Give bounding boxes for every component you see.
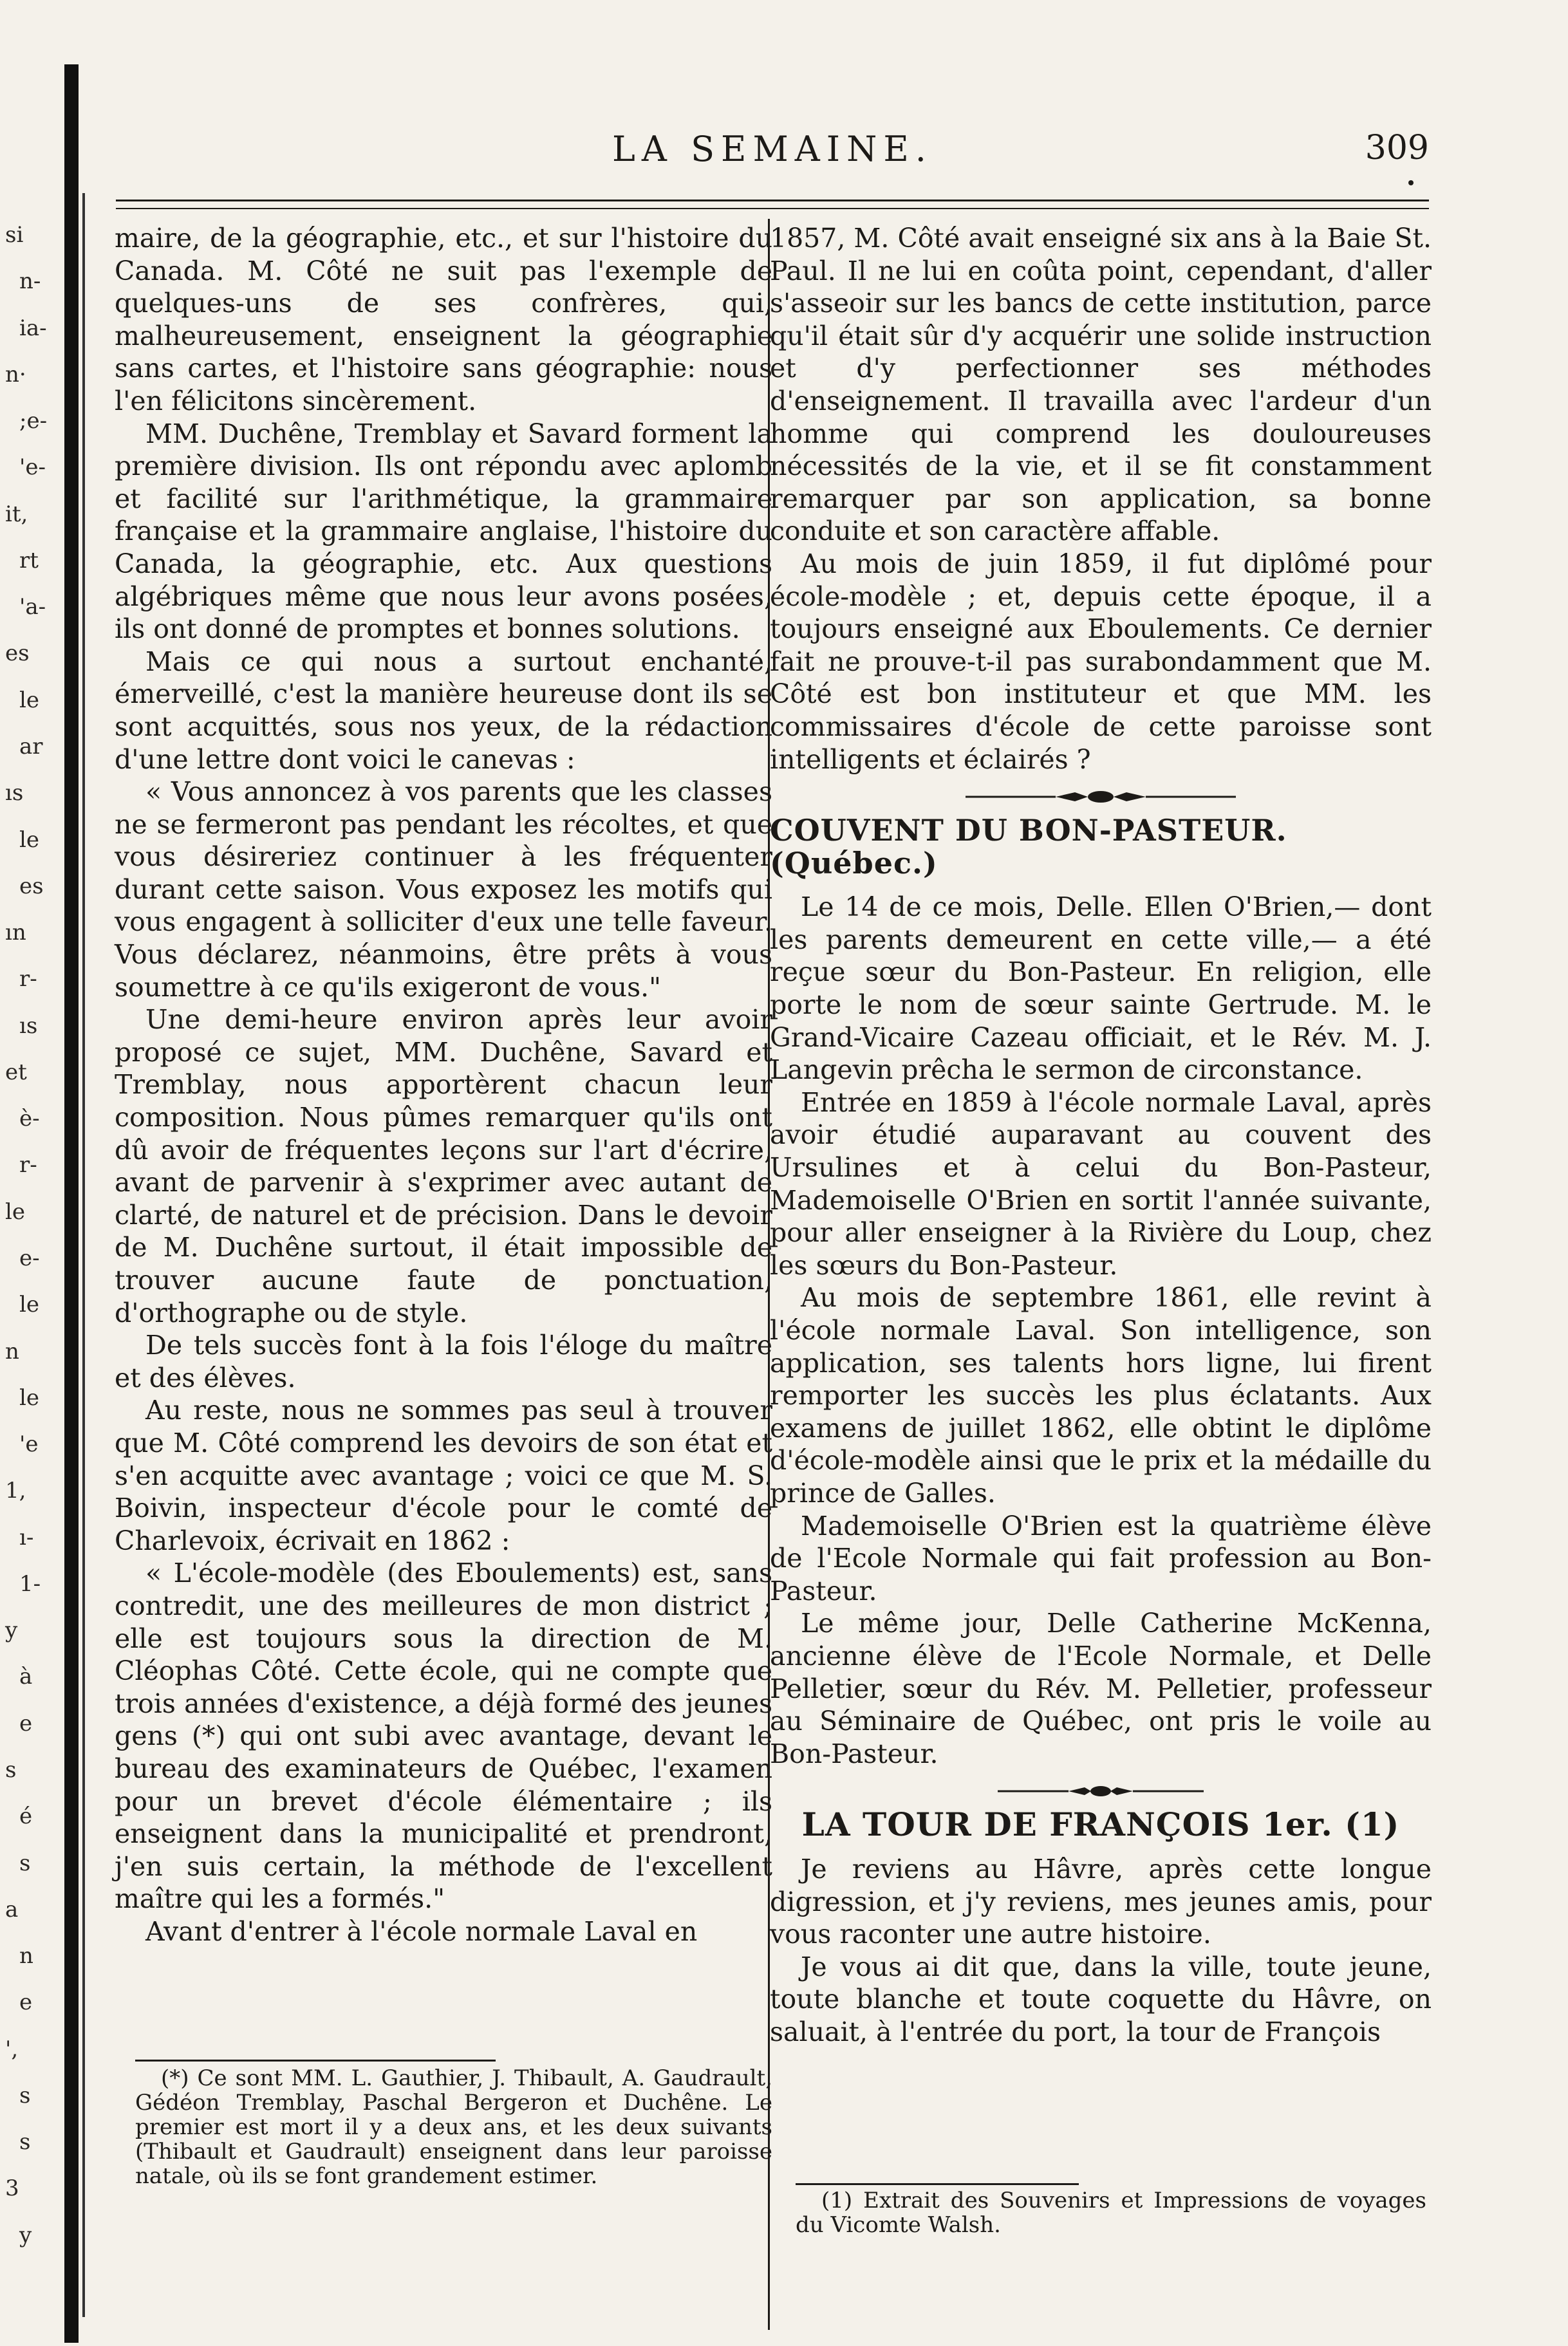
margin-fragment: n- bbox=[19, 268, 41, 294]
margin-fragment: ar bbox=[19, 734, 43, 759]
margin-fragment: y bbox=[19, 2222, 32, 2248]
footnote-rule bbox=[135, 2060, 496, 2062]
margin-fragment: y bbox=[5, 1617, 18, 1643]
footnote-text: (*) Ce sont MM. L. Gauthier, J. Thibault, A. Gaudrault, Gédéon Tremblay, Paschal Bergeron et Duchêne. Le premier est mort il y a deux ans, et les deux suivants (Thibault et Gaudrault) enseignent dans leur paroisse natale, où ils se font grandement estimer. bbox=[135, 2065, 772, 2189]
margin-fragment: e bbox=[19, 1989, 33, 2015]
right-footnote bbox=[796, 2188, 1426, 2237]
section-title-couvent: COUVENT DU BON-PASTEUR. (Québec.) bbox=[770, 813, 1287, 880]
margin-fragment: ia- bbox=[19, 315, 47, 341]
margin-fragment: r- bbox=[19, 1152, 37, 1178]
margin-fragment: le bbox=[19, 1292, 39, 1317]
margin-fragment: es bbox=[19, 873, 44, 899]
margin-fragment: a bbox=[5, 1897, 19, 1922]
margin-fragment: n· bbox=[5, 362, 26, 387]
paragraph: MM. Duchêne, Tremblay et Savard forment la première division. Ils ont répondu avec aplomb et facilité sur l'arithmétique, la grammaire française et la grammaire anglaise, l'histoire du Canada, la géographie, etc. Aux questions algébriques même que nous leur avons posées, ils ont donné de promptes et bonnes solutions. bbox=[115, 418, 772, 645]
page-title: LA SEMAINE. bbox=[612, 129, 933, 169]
margin-fragment: ıs bbox=[5, 780, 24, 806]
paragraph: Le 14 de ce mois, Delle. Ellen O'Brien,— dont les parents demeurent en cette ville,— a été reçue sœur du Bon-Pasteur. En religion, elle porte le nom de sœur sainte Gertrude. M. le Grand-Vicaire Cazeau officiait, et le Rév. M. J. Langevin prêcha le sermon de circonstance. bbox=[770, 891, 1432, 1086]
paragraph: 1857, M. Côté avait enseigné six ans à la Baie St. Paul. Il ne lui en coûta point, cependant, d'aller s'asseoir sur les bancs de cette institution, parce qu'il était sûr d'y acquérir une solide instruction et d'y perfectionner ses méthodes d'enseignement. Il travailla avec l'ardeur d'un homme qui comprend les douloureuses nécessités de la vie, et il se fit constamment remarquer par son application, sa bonne conduite et son caractère affable. bbox=[770, 223, 1432, 547]
quoted-paragraph: « L'école-modèle (des Eboulements) est, sans contredit, une des meilleures de mon district ; elle est toujours sous la direction de M. Cléophas Côté. Cette école, qui ne compte que trois années d'existence, a déjà formé des jeunes gens (*) qui ont subi avec avantage, devant le bureau des examinateurs de Québec, l'examen pour un brevet d'école élémentaire ; ils enseignent dans la municipalité et prendront, j'en suis certain, la méthode de l'excellent maître qui les a formés." bbox=[115, 1558, 772, 1915]
facing-page-fragments bbox=[0, 219, 84, 2343]
margin-fragment: rt bbox=[19, 548, 39, 573]
paragraph: Au mois de juin 1859, il fut diplômé pour école-modèle ; et, depuis cette époque, il a toujours enseigné aux Eboulements. Ce dernier fait ne prouve-t-il pas surabondamment que M. Côté est bon instituteur et que MM. les commissaires d'école de cette paroisse sont intelligents et éclairés ? bbox=[770, 548, 1432, 775]
margin-fragment: le bbox=[5, 1199, 25, 1225]
margin-fragment: e- bbox=[19, 1245, 40, 1271]
page-header bbox=[116, 122, 1429, 174]
paragraph: Je vous ai dit que, dans la ville, toute jeune, toute blanche et toute coquette du Hâvre, on saluait, à l'entrée du port, la tour de François bbox=[770, 1951, 1432, 2047]
paragraph: Au reste, nous ne sommes pas seul à trouver que M. Côté comprend les devoirs de son état et s'en acquitte avec avantage ; voici ce que M. S. Boivin, inspecteur d'école pour le comté de Charlevoix, écrivait en 1862 : bbox=[115, 1395, 772, 1556]
margin-fragment: et bbox=[5, 1059, 27, 1085]
paragraph: Au mois de septembre 1861, elle revint à l'école normale Laval. Son intelligence, son application, ses talents hors ligne, lui firent remporter les succès les plus éclatants. Aux examens de juillet 1862, elle obtint le diplôme d'école-modèle ainsi que le prix et la médaille du prince de Galles. bbox=[770, 1282, 1432, 1509]
margin-fragment: ;e- bbox=[19, 408, 48, 434]
ink-dot bbox=[1408, 180, 1414, 185]
footnote-rule bbox=[796, 2183, 1079, 2185]
paragraph: Je reviens au Hâvre, après cette longue digression, et j'y reviens, mes jeunes amis, pour vous raconter une autre histoire. bbox=[770, 1853, 1432, 1950]
paragraph: Mademoiselle O'Brien est la quatrième élève de l'Ecole Normale qui fait profession au Bon-Pasteur. bbox=[770, 1510, 1432, 1606]
margin-fragment: e bbox=[19, 1711, 33, 1736]
paragraph: De tels succès font à la fois l'éloge du maître et des élèves. bbox=[115, 1330, 772, 1393]
margin-fragment: ', bbox=[5, 2036, 19, 2062]
margin-fragment: ın bbox=[5, 920, 26, 945]
paragraph: maire, de la géographie, etc., et sur l'histoire du Canada. M. Côté ne suit pas l'exemple de quelques-uns de ses confrères, qui, malheureusement, enseignent la géographie sans cartes, et l'histoire sans géographie: nous l'en félicitons sincèrement. bbox=[115, 223, 772, 416]
margin-fragment: s bbox=[5, 1757, 17, 1783]
margin-fragment: it, bbox=[5, 501, 28, 527]
ornament-divider bbox=[959, 787, 1242, 806]
margin-fragment: ıs bbox=[19, 1013, 38, 1039]
margin-fragment: 3 bbox=[5, 2175, 19, 2201]
margin-fragment: é bbox=[19, 1803, 33, 1829]
margin-fragment: 'e- bbox=[19, 454, 46, 480]
margin-fragment: ı- bbox=[19, 1525, 34, 1550]
left-column bbox=[115, 222, 772, 2050]
margin-fragment: 1, bbox=[5, 1478, 26, 1503]
margin-fragment: le bbox=[19, 827, 39, 853]
quoted-paragraph: « Vous annoncez à vos parents que les classes ne se fermeront pas pendant les récoltes, et que vous désireriez continuer à les fréquenter durant cette saison. Vous exposez les motifs qui vous engagent à solliciter d'eux une telle faveur. Vous déclarez, néanmoins, être prêts à vous soumettre à ce qu'ils exigeront de vous." bbox=[115, 776, 772, 1003]
section-title-tour: LA TOUR DE FRANÇOIS 1er. (1) bbox=[801, 1805, 1400, 1844]
margin-fragment: si bbox=[5, 222, 24, 248]
margin-fragment: 1- bbox=[19, 1571, 41, 1597]
margin-fragment: le bbox=[19, 1385, 39, 1411]
margin-fragment: s bbox=[19, 2129, 31, 2155]
margin-fragment: n bbox=[5, 1339, 19, 1364]
paragraph: Mais ce qui nous a surtout enchanté, émerveillé, c'est la manière heureuse dont ils se sont acquittés, sous nos yeux, de la rédaction d'une lettre dont voici le canevas : bbox=[115, 646, 772, 775]
paragraph: Une demi-heure environ après leur avoir proposé ce sujet, MM. Duchêne, Savard et Tremblay, nous apportèrent chacun leur composition. Nous pûmes remarquer qu'ils ont dû avoir de fréquentes leçons sur l'art d'écrire, avant de parvenir à s'exprimer avec autant de clarté, de naturel et de précision. Dans le devoir de M. Duchêne surtout, il était impossible de trouver aucune faute de ponctuation, d'orthographe ou de style. bbox=[115, 1004, 772, 1328]
margin-fragment: 'e bbox=[19, 1431, 39, 1457]
header-rule bbox=[116, 200, 1429, 209]
left-footnote bbox=[135, 2066, 772, 2188]
page-number: 309 bbox=[1365, 129, 1429, 167]
margin-fragment: s bbox=[19, 2083, 31, 2109]
margin-fragment: 'a- bbox=[19, 594, 46, 620]
margin-fragment: à bbox=[19, 1664, 33, 1690]
margin-fragment: n bbox=[19, 1943, 33, 1969]
margin-fragment: es bbox=[5, 640, 30, 666]
paragraph: Le même jour, Delle Catherine McKenna, ancienne élève de l'Ecole Normale, et Delle Pelletier, sœur du Rév. M. Pelletier, professeur au Séminaire de Québec, ont pris le voile au Bon-Pasteur. bbox=[770, 1608, 1432, 1769]
ornament-divider bbox=[959, 1782, 1242, 1801]
paragraph: Avant d'entrer à l'école normale Laval en bbox=[145, 1915, 698, 1947]
margin-fragment: r- bbox=[19, 966, 37, 992]
right-column bbox=[770, 222, 1432, 2050]
margin-fragment: è- bbox=[19, 1106, 40, 1131]
margin-fragment: s bbox=[19, 1850, 31, 1876]
margin-fragment: le bbox=[19, 687, 39, 713]
paragraph: Entrée en 1859 à l'école normale Laval, après avoir étudié auparavant au couvent des Ursulines et à celui du Bon-Pasteur, Mademoiselle O'Brien en sortit l'année suivante, pour aller enseigner à la Rivière du Loup, chez les sœurs du Bon-Pasteur. bbox=[770, 1086, 1432, 1281]
footnote-text: (1) Extrait des Souvenirs et Impressions de voyages du Vicomte Walsh. bbox=[796, 2188, 1426, 2238]
